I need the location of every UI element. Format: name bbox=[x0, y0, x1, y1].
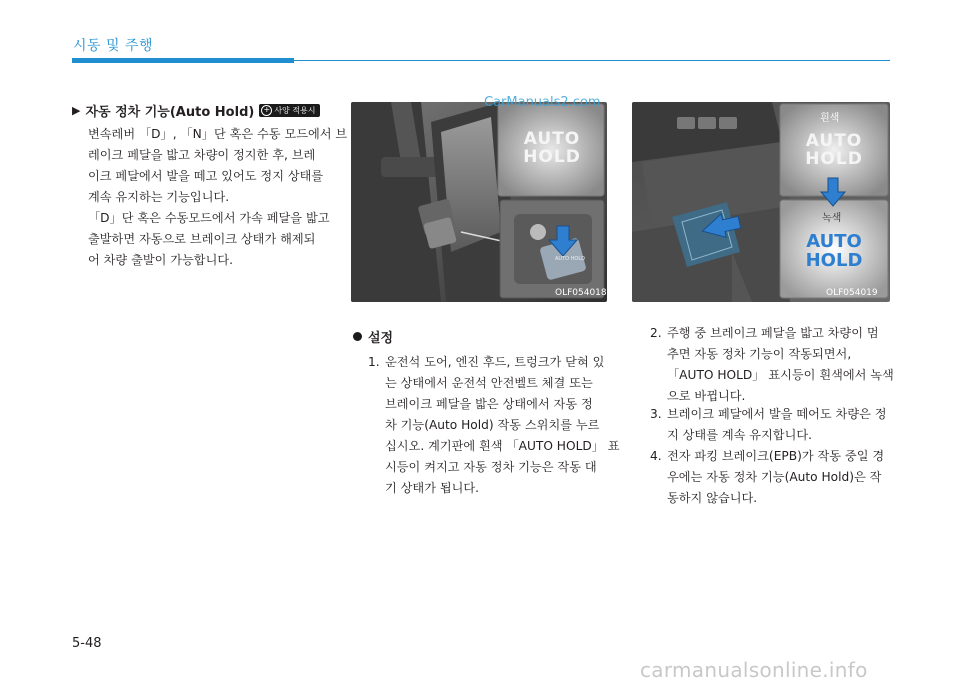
settings-title: 설정 bbox=[368, 331, 394, 346]
step-line: 지 상태를 계속 유지합니다. bbox=[667, 428, 813, 442]
paragraph-line: 출발하면 자동으로 브레이크 상태가 해제되 bbox=[88, 232, 316, 246]
auto-hold-zoom-label: AUTO HOLD bbox=[555, 256, 585, 262]
badge-label: 사양 적용시 bbox=[274, 106, 316, 115]
step-line: 「AUTO HOLD」 표시등이 흰색에서 녹색 bbox=[667, 368, 894, 382]
step-line: 동하지 않습니다. bbox=[667, 491, 758, 505]
step-number: 2. bbox=[650, 326, 662, 340]
feature-heading bbox=[72, 101, 320, 120]
step-line: 으로 바뀝니다. bbox=[667, 389, 746, 403]
header-rule-thick bbox=[72, 58, 294, 63]
triangle-bullet-icon: ▶ bbox=[72, 104, 81, 117]
settings-step-2 bbox=[650, 323, 894, 407]
plus-circle-icon: + bbox=[261, 105, 272, 116]
step-line: 차 기능(Auto Hold) 작동 스위치를 누르 bbox=[385, 418, 600, 432]
step-line: 운전석 도어, 엔진 후드, 트렁크가 닫혀 있 bbox=[385, 355, 605, 369]
indicator-green-text: AUTO HOLD bbox=[805, 231, 863, 271]
bullet-dot-icon bbox=[353, 332, 362, 341]
feature-paragraph-2 bbox=[88, 208, 330, 271]
footer-site-link[interactable]: carmanualsonline.info bbox=[640, 658, 868, 682]
step-line: 브레이크 페달에서 발을 떼어도 차량은 정 bbox=[667, 407, 887, 421]
option-badge bbox=[259, 104, 319, 117]
green-color-label: 녹색 bbox=[822, 213, 842, 224]
step-line: 추면 자동 정차 기능이 작동되면서, bbox=[667, 347, 852, 361]
paragraph-line: 계속 유지하는 기능입니다. bbox=[88, 190, 230, 204]
white-color-label: 흰색 bbox=[820, 113, 840, 124]
step-number: 3. bbox=[650, 407, 662, 421]
settings-step-4 bbox=[650, 446, 884, 509]
step-line: 주행 중 브레이크 페달을 밟고 차량이 멈 bbox=[667, 326, 879, 340]
section-title: 시동 및 주행 bbox=[73, 38, 154, 54]
auto-hold-switch-closeup-label: AUTO HOLD bbox=[523, 129, 581, 167]
paragraph-line: 어 차량 출발이 가능합니다. bbox=[88, 253, 234, 267]
step-number: 1. bbox=[368, 355, 380, 369]
step-line: 십시오. 계기판에 흰색 「AUTO HOLD」 표 bbox=[385, 439, 620, 453]
step-line: 전자 파킹 브레이크(EPB)가 작동 중일 경 bbox=[667, 449, 885, 463]
feature-paragraph-1 bbox=[88, 124, 347, 208]
page-number: 5-48 bbox=[72, 636, 102, 651]
settings-step-1 bbox=[368, 352, 620, 499]
watermark-top: CarManuals2.com bbox=[484, 95, 601, 110]
paragraph-line: 이크 페달에서 발을 떼고 있어도 정지 상태를 bbox=[88, 169, 324, 183]
paragraph-line: 변속레버 「D」, 「N」단 혹은 수동 모드에서 브 bbox=[88, 127, 348, 141]
step-line: 브레이크 페달을 밟은 상태에서 자동 정 bbox=[385, 397, 593, 411]
figure-code-right: OLF054019 bbox=[826, 288, 878, 298]
indicator-white-text: AUTO HOLD bbox=[805, 131, 863, 169]
figure-code-left: OLF054018 bbox=[555, 288, 607, 298]
paragraph-line: 레이크 페달을 밟고 차량이 정지한 후, 브레 bbox=[88, 148, 316, 162]
step-line: 시등이 켜지고 자동 정차 기능은 작동 대 bbox=[385, 460, 597, 474]
settings-step-3 bbox=[650, 404, 887, 446]
paragraph-line: 「D」단 혹은 수동모드에서 가속 페달을 밟고 bbox=[88, 211, 330, 225]
step-line: 우에는 자동 정차 기능(Auto Hold)은 작 bbox=[667, 470, 882, 484]
header-rule-thin bbox=[294, 60, 890, 61]
step-number: 4. bbox=[650, 449, 662, 463]
step-line: 기 상태가 됩니다. bbox=[385, 481, 480, 495]
feature-title: 자동 정차 기능(Auto Hold) bbox=[85, 105, 255, 120]
settings-heading bbox=[353, 327, 393, 346]
step-line: 는 상태에서 운전석 안전벨트 체결 또는 bbox=[385, 376, 593, 390]
